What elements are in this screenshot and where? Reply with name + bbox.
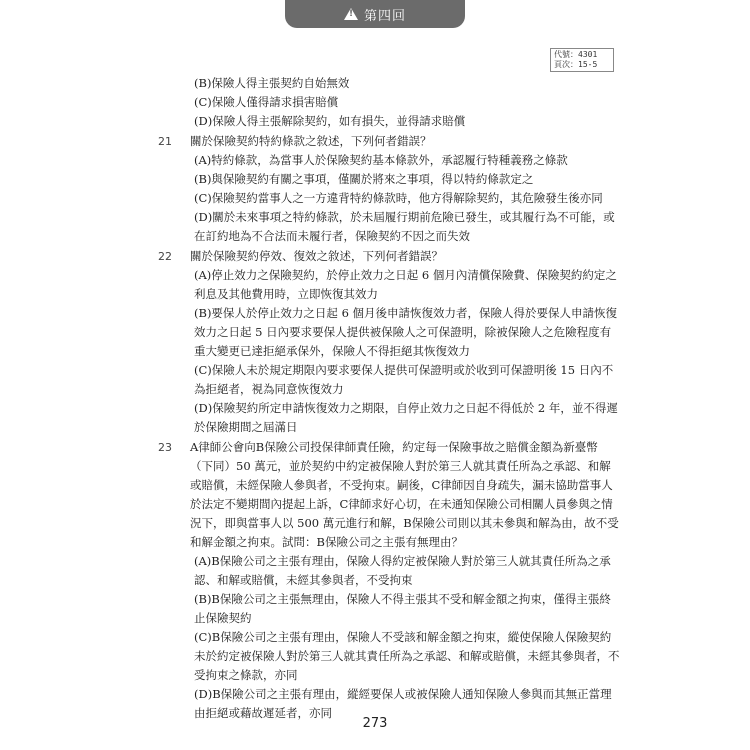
page-number: 273: [362, 716, 388, 731]
chapter-tab-label: 第四回: [363, 8, 406, 24]
question-number: 23: [158, 441, 172, 454]
chapter-tab: [285, 0, 465, 28]
question-number: 21: [158, 135, 172, 148]
option-c: (C)保險人未於規定期限內要求要保人提供可保證明或於收到可保證明後 15 日內不為拒絕者，視為同意恢復效力: [194, 363, 614, 396]
option-b: (B)要保人於停止效力之日起 6 個月後申請恢復效力者，保險人得於要保人申請恢復效力之日起 5 日內要求要保人提供被保險人之可保證明，除被保險人之危險程度有重大變更已達拒絕承保外，保險人不得拒絕其恢復效力: [194, 306, 618, 358]
page-range: 頁次：15-5: [554, 60, 598, 69]
option-a: (A)特約條款，為當事人於保險契約基本條款外，承認履行特種義務之條款: [194, 153, 568, 167]
option-a: (A)停止效力之保險契約，於停止效力之日起 6 個月內清償保險費、保險契約約定之利息及其他費用時，立即恢復其效力: [194, 268, 617, 301]
option-c: (C)保險契約當事人之一方違背特約條款時，他方得解除契約，其危險發生後亦同: [194, 191, 603, 205]
exam-code: 代號：4301: [554, 50, 598, 59]
option-d: (D)關於未來事項之特約條款，於未屆履行期前危險已發生，或其履行為不可能，或在訂約地為不合法而未履行者，保險契約不因之而失效: [194, 210, 615, 243]
option-c: (C)B保險公司之主張有理由，保險人不受該和解金額之拘束，縱使保險人保險契約未於約定被保險人對於第三人就其責任所為之承認、和解或賠償，未經其參與者，不受拘束之條款，亦同: [194, 630, 620, 682]
question-stem: 關於保險契約特約條款之敘述，下列何者錯誤？: [190, 134, 432, 148]
question-number: 22: [158, 250, 172, 263]
question-stem: 關於保險契約停效、復效之敘述，下列何者錯誤？: [190, 249, 443, 263]
warning-icon: [344, 8, 358, 20]
question-stem: A律師公會向B保險公司投保律師責任險，約定每一保險事故之賠償金額為新臺幣（下同）50 萬元，並於契約中約定被保險人對於第三人就其責任所為之承認、和解或賠償，未經保險人參與者，不受拘束。嗣後，C律師因自身疏失，漏未協助當事人於法定不變期間內提起上訴，C律師求好心切，在未通知保險公司相關人員參與之情況下，即與當事人以 500 萬元進行和解，B保險公司則以其未參與和解為由，故不受和解金額之拘束。試問：B保險公司之主張有無理由？: [190, 440, 619, 549]
option-d: (D)保險契約所定申請恢復效力之期限，自停止效力之日起不得低於 2 年，並不得遲於保險期間之屆滿日: [194, 401, 618, 434]
option-b: (B)與保險契約有關之事項，僅關於將來之事項，得以特約條款定之: [194, 172, 534, 186]
prev-option-d: (D)保險人得主張解除契約，如有損失，並得請求賠償: [194, 114, 466, 128]
question-23: [160, 438, 620, 723]
prev-option-c: (C)保險人僅得請求損害賠償: [194, 95, 339, 109]
option-a: (A)B保險公司之主張有理由，保險人得約定被保險人對於第三人就其責任所為之承認、和解或賠償，未經其參與者，不受拘束: [194, 554, 611, 587]
question-21: [160, 132, 620, 246]
prev-option-b: (B)保險人得主張契約自始無效: [194, 76, 350, 90]
question-content: [160, 74, 620, 723]
option-b: (B)B保險公司之主張無理由，保險人不得主張其不受和解金額之拘束，僅得主張終止保險契約: [194, 592, 611, 625]
question-22: [160, 247, 620, 437]
option-d: (D)B保險公司之主張有理由，縱經要保人或被保險人通知保險人參與而其無正當理由拒絕或藉故遲延者，亦同: [194, 687, 612, 720]
exam-code-box: [550, 48, 614, 72]
